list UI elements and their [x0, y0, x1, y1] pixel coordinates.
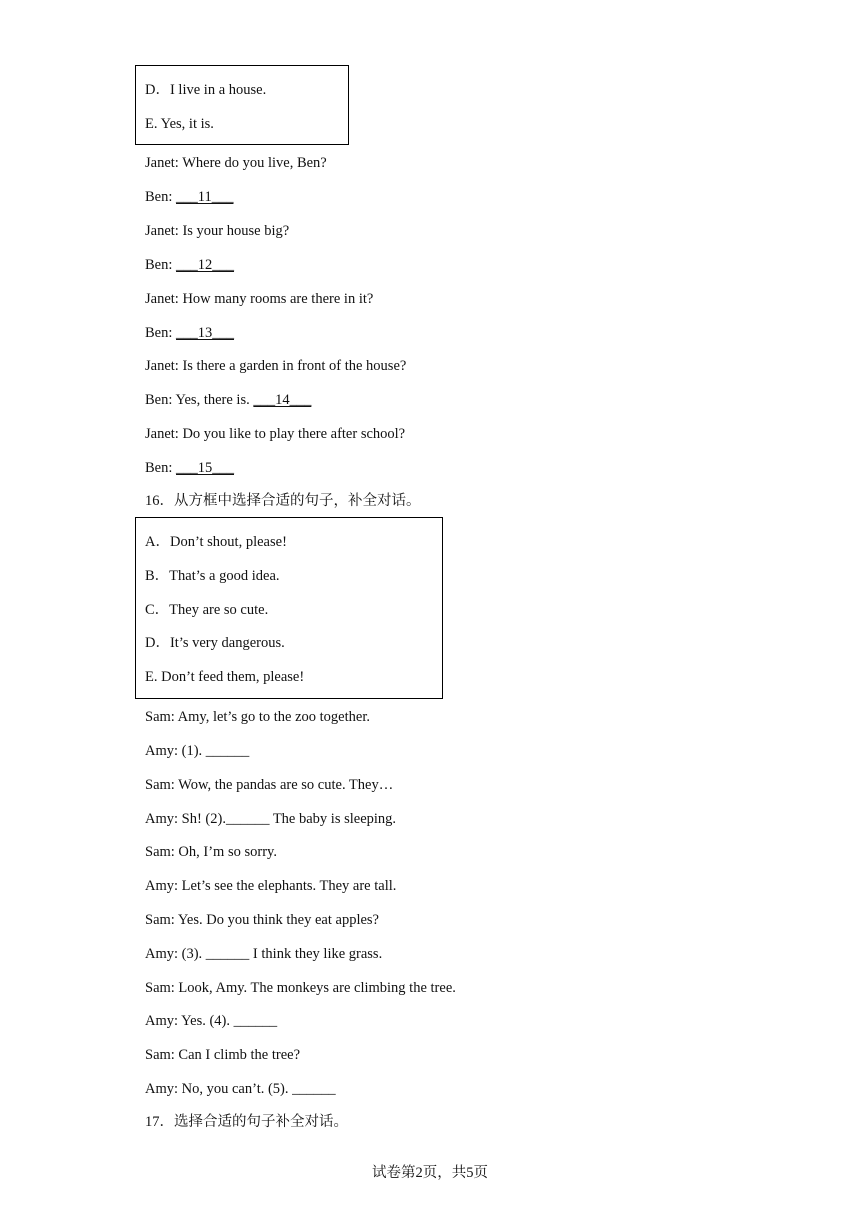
speaker: Ben:	[145, 392, 173, 408]
dialogue-line: Amy: Let’s see the elephants. They are tall.	[145, 878, 397, 894]
dialogue-line: Amy: Sh! (2).______ The baby is sleeping.	[145, 811, 397, 827]
line-text: Do you like to play there after school?	[178, 426, 406, 442]
speaker: Janet:	[145, 155, 179, 171]
dialogue-line	[145, 154, 327, 172]
dialogue-line: Sam: Oh, I’m so sorry.	[145, 844, 277, 860]
option-c: C．They are so cute.	[145, 602, 269, 618]
dialogue-line	[145, 188, 233, 206]
options-box-1	[135, 65, 349, 145]
dialogue-line: Sam: Can I climb the tree?	[145, 1047, 301, 1063]
speaker: Ben:	[145, 257, 173, 273]
answer-blank-11: ___11___	[176, 189, 234, 205]
dialogue-line: Amy: No, you can’t. (5). ______	[145, 1081, 336, 1097]
option-d: D．It’s very dangerous.	[145, 635, 285, 651]
dialogue-line: Sam: Yes. Do you think they eat apples?	[145, 912, 379, 928]
line-text: How many rooms are there in it?	[178, 291, 374, 307]
line-text: Where do you live, Ben?	[178, 155, 327, 171]
dialogue-line: Amy: (1). ______	[145, 743, 250, 759]
option-a: A．Don’t shout, please!	[145, 534, 287, 550]
speaker: Janet:	[145, 426, 179, 442]
dialogue-line	[145, 459, 234, 477]
option-b: B．That’s a good idea.	[145, 568, 280, 584]
options-box-16	[135, 517, 443, 699]
line-text: Yes, there is.	[172, 392, 254, 408]
line-text: Is there a garden in front of the house?	[178, 358, 407, 374]
dialogue-line: Amy: Yes. (4). ______	[145, 1013, 278, 1029]
dialogue-line: Sam: Look, Amy. The monkeys are climbing the tree.	[145, 980, 456, 996]
answer-blank-15: ___15___	[176, 460, 235, 476]
answer-blank-12: ___12___	[176, 257, 235, 273]
question-17-heading: 17．选择合适的句子补全对话。	[145, 1114, 348, 1130]
speaker: Janet:	[145, 223, 179, 239]
dialogue-line: Sam: Wow, the pandas are so cute. They…	[145, 777, 394, 793]
speaker: Ben:	[145, 325, 173, 341]
line-text: Is your house big?	[178, 223, 290, 239]
option-e: E. Yes, it is.	[145, 116, 214, 132]
speaker: Ben:	[145, 189, 173, 205]
option-e: E. Don’t feed them, please!	[145, 669, 305, 685]
option-d: D．I live in a house.	[145, 82, 267, 98]
speaker: Janet:	[145, 358, 179, 374]
dialogue-line: Amy: (3). ______ I think they like grass.	[145, 946, 383, 962]
answer-blank-13: ___13___	[176, 325, 235, 341]
dialogue-line	[145, 391, 311, 409]
dialogue-line	[145, 324, 234, 342]
dialogue-line	[145, 290, 373, 308]
dialogue-line	[145, 222, 289, 240]
page-footer: 试卷第2页，共5页	[372, 1165, 488, 1181]
dialogue-line	[145, 425, 405, 443]
dialogue-line	[145, 256, 234, 274]
dialogue-line: Sam: Amy, let’s go to the zoo together.	[145, 709, 370, 725]
dialogue-line	[145, 357, 406, 375]
speaker: Ben:	[145, 460, 173, 476]
speaker: Janet:	[145, 291, 179, 307]
answer-blank-14: ___14___	[253, 392, 312, 408]
question-16-heading: 16．从方框中选择合适的句子，补全对话。	[145, 493, 421, 509]
